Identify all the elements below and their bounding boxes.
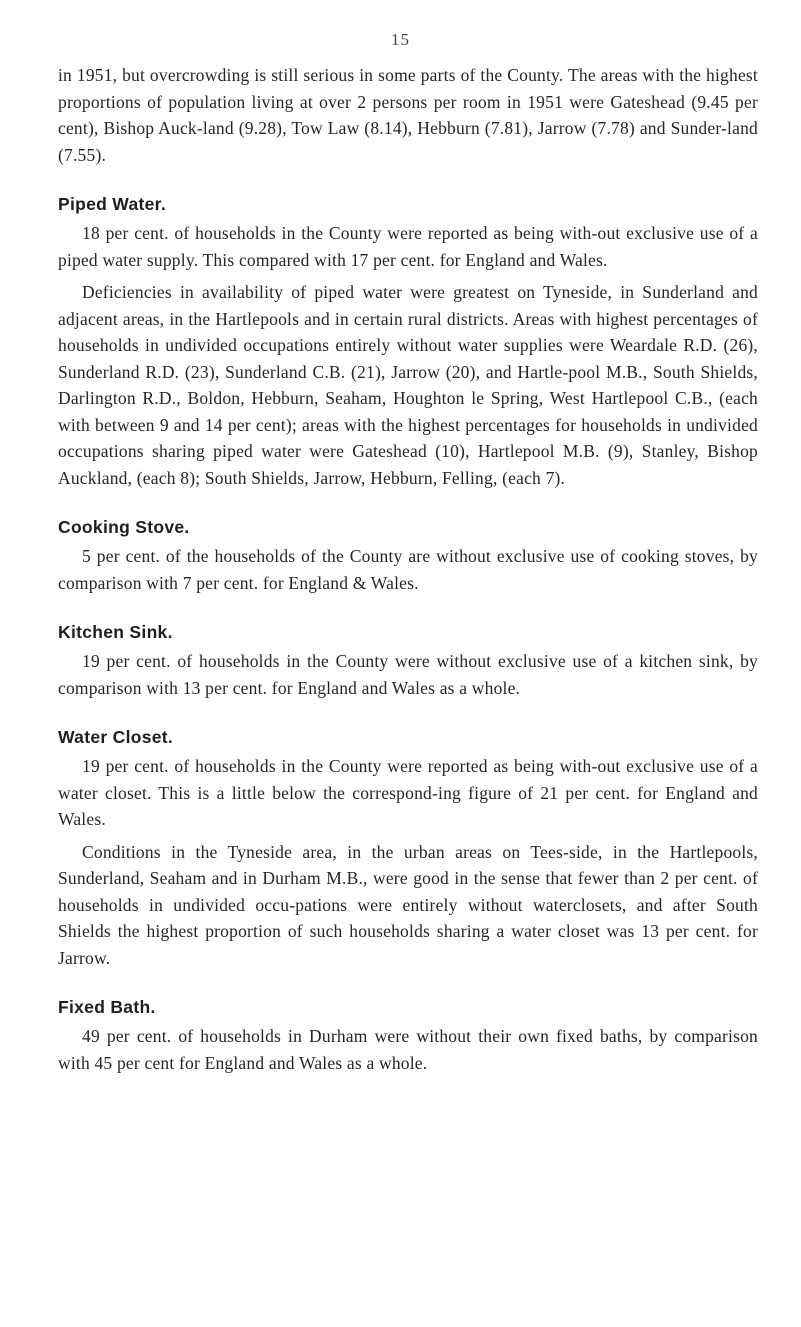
section-water-closet [58,725,758,971]
paragraph: Deficiencies in availability of piped water were greatest on Tyneside, in Sunderland and adjacent areas, in the Hartlepools and in certain rural districts. Areas with highest percentages of households in undivided occupations entirely without water supplies were Weardale R.D. (26), Sunderland R.D. (23), Sunderland C.B. (21), Jarrow (20), and Hartle-pool M.B., South Shields, Darlington R.D., Boldon, Hebburn, Seaham, Houghton le Spring, West Hartlepool C.B., (each with between 9 and 14 per cent); areas with the highest percentages for households in undivided occupations sharing piped water were Gateshead (10), Hartlepool M.B. (9), Stanley, Bishop Auckland, (each 8); South Shields, Jarrow, Hebburn, Felling, (each 7). [58,282,758,488]
paragraph: 19 per cent. of households in the County were reported as being with-out exclusive use of a water closet. This is a little below the correspond-ing figure of 21 per cent. for England and Wales. [58,756,758,829]
paragraph: 19 per cent. of households in the County were without exclusive use of a kitchen sink, by comparison with 13 per cent. for England and Wales as a whole. [58,651,758,698]
section-kitchen-sink [58,620,758,701]
section-piped-water [58,192,758,491]
section-cooking-stove [58,515,758,596]
paragraph: 49 per cent. of households in Durham were without their own fixed baths, by comparison with 45 per cent for England and Wales as a whole. [58,1026,758,1073]
page-number: 15 [391,30,410,49]
paragraph: 18 per cent. of households in the County were reported as being with-out exclusive use of a piped water supply. This compared with 17 per cent. for England and Wales. [58,223,758,270]
section-heading: Fixed Bath. [58,997,156,1017]
section-heading: Kitchen Sink. [58,622,173,642]
section-heading: Water Closet. [58,727,174,747]
section-heading: Piped Water. [58,194,166,214]
page-content [58,62,758,1076]
section-fixed-bath [58,995,758,1076]
paragraph: 5 per cent. of the households of the County are without exclusive use of cooking stoves, by comparison with 7 per cent. for England & Wales. [58,546,758,593]
section-heading: Cooking Stove. [58,517,190,537]
paragraph: Conditions in the Tyneside area, in the urban areas on Tees-side, in the Hartlepools, Sunderland, Seaham and in Durham M.B., were good in the sense that fewer than 2 per cent. of households in undivided occu-pations were entirely without waterclosets, and after South Shields the highest proportion of such households sharing a water closet was 13 per cent. for Jarrow. [58,841,758,968]
intro-paragraph: in 1951, but overcrowding is still serious in some parts of the County. The areas with the highest proportions of population living at over 2 persons per room in 1951 were Gateshead (9.45 per cent), Bishop Auck-land (9.28), Tow Law (8.14), Hebburn (7.81), Jarrow (7.78) and Sunder-land (7.55). [58,65,758,165]
